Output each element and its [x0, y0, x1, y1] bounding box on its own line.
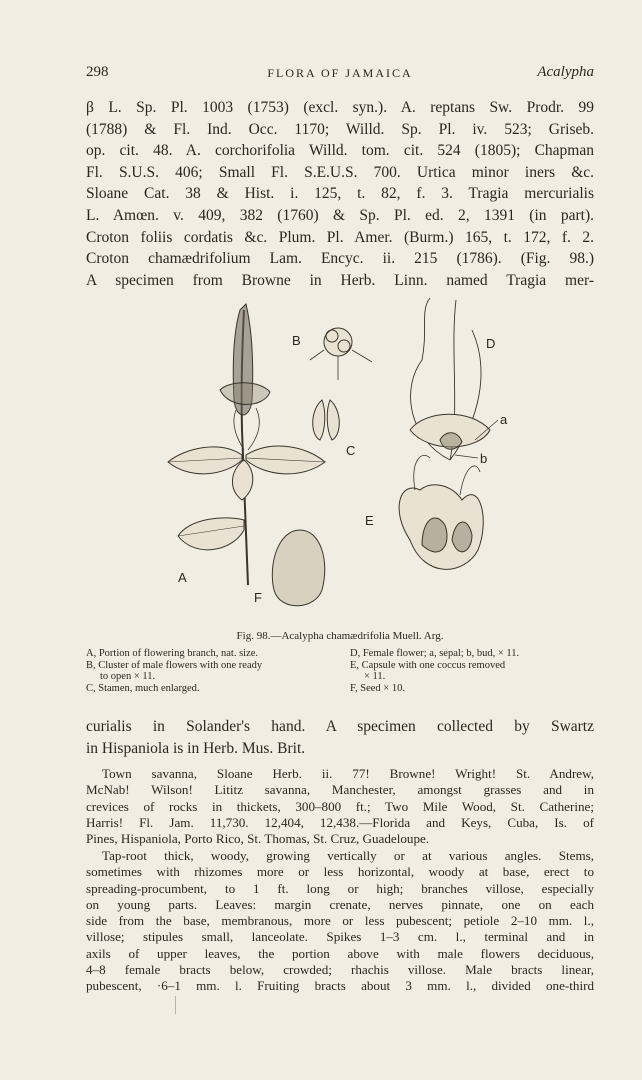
text-line: Tap-root thick, woody, growing vertically or at various angles. Stems, — [102, 848, 594, 863]
legend-line: C, Stamen, much enlarged. — [86, 682, 200, 694]
description-paragraph — [86, 848, 594, 995]
botanical-illustration — [160, 290, 600, 630]
capsule-drawing — [399, 455, 483, 569]
text-line: in Hispaniola is in Herb. Mus. Brit. — [86, 739, 306, 757]
text-line: Pines, Hispaniola, Porto Rico, St. Thomas, St. Cruz, Guadeloupe. — [86, 831, 430, 847]
page-header — [86, 64, 594, 84]
text-line: Croton chamædrifolium Lam. Encyc. ii. 215 (1786). (Fig. 98.) — [86, 250, 594, 268]
text-line: pubescent, ·6–1 mm. l. Fruiting bracts about 3 mm. l., divided one-third — [86, 978, 594, 994]
text-line: 4–8 female bracts below, crowded; rhachis villose. Male bracts linear, — [86, 962, 594, 978]
female-flower-drawing — [410, 298, 498, 460]
text-line: Croton foliis cordatis &c. Plum. Pl. Amer. (Burm.) 165, t. 172, f. 2. — [86, 228, 594, 246]
text-line: crevices of rocks in thickets, 300–800 ft.; Two Mile Wood, St. Catherine; — [86, 798, 594, 814]
label-c: C — [346, 443, 356, 458]
text-line: spreading-procumbent, to 1 ft. long or high; branches villose, especially — [86, 880, 594, 896]
seed-drawing — [272, 530, 324, 606]
legend-line: D, Female flower; a, sepal; b, bud, × 11. — [350, 648, 520, 659]
text-line: on young parts. Leaves: margin crenate, nerves pinnate, one on each — [86, 896, 594, 912]
legend-line: F, Seed × 10. — [350, 682, 405, 694]
label-d: D — [486, 336, 496, 351]
text-line: Sloane Cat. 38 & Hist. i. 125, t. 82, f. 3. Tragia mercurialis — [86, 185, 594, 203]
text-line: Fl. S.U.S. 406; Small Fl. S.E.U.S. 700. Urtica minor iners &c. — [86, 163, 594, 181]
legend-line: B, Cluster of male flowers with one ready — [86, 659, 263, 671]
label-f: F — [254, 590, 262, 605]
legend-line: to open × 11. — [100, 671, 156, 682]
text-line: McNab! Wilson! Lititz savanna, Manchester, amongst grasses and in — [86, 782, 594, 798]
text-line: Harris! Fl. Jam. 11,730. 12,404, 12,438.—Florida and Keys, Cuba, Is. of — [86, 814, 594, 830]
male-flowers-drawing — [310, 328, 372, 380]
text-line: curialis in Solander's hand. A specimen collected by Swartz — [86, 718, 594, 735]
legend-line: E, Capsule with one coccus removed — [350, 659, 506, 671]
label-e: E — [365, 513, 374, 528]
running-genus: Acalypha — [537, 64, 594, 80]
label-sub-a: a — [500, 412, 508, 427]
text-line: side from the base, membranous, more or less pubescent; petiole 2–10 mm. l., — [86, 913, 594, 929]
text-line: sometimes with rhizomes more or less horizontal, woody at base, erect to — [86, 864, 594, 880]
text-line: axils of upper leaves, the portion above with male flowers deciduous, — [86, 945, 594, 961]
continuation-paragraph — [86, 716, 594, 759]
legend-line: A, Portion of flowering branch, nat. size. — [86, 648, 259, 659]
label-a: A — [178, 570, 187, 585]
legend-line: × 11. — [364, 671, 386, 682]
localities-paragraph — [86, 766, 594, 847]
label-sub-b: b — [480, 451, 488, 466]
text-line: Town savanna, Sloane Herb. ii. 77! Browne! Wright! St. Andrew, — [102, 766, 594, 781]
text-line: L. Amœn. v. 409, 382 (1760) & Sp. Pl. ed. 2, 1391 (in part). — [86, 206, 594, 224]
running-title: FLORA OF JAMAICA — [267, 66, 413, 80]
text-line: A specimen from Browne in Herb. Linn. named Tragia mer- — [86, 271, 594, 289]
text-line: (1788) & Fl. Ind. Occ. 1170; Willd. Sp. Pl. iv. 523; Griseb. — [86, 120, 594, 138]
figure-caption-title: Fig. 98.—Acalypha chamædrifolia Muell. Arg. — [236, 630, 444, 642]
synonymy-paragraph — [86, 97, 594, 291]
text-line: β L. Sp. Pl. 1003 (1753) (excl. syn.). A. reptans Sw. Prodr. 99 — [86, 99, 594, 116]
page-number: 298 — [86, 64, 109, 80]
figure-legend-right — [350, 648, 594, 694]
figure-legend-left — [86, 648, 334, 694]
label-b: B — [292, 333, 301, 348]
stamen-drawing — [313, 400, 340, 440]
text-line: villose; stipules small, lanceolate. Spikes 1–3 cm. l., terminal and in — [86, 929, 594, 945]
text-line: op. cit. 48. A. corchorifolia Willd. tom. cit. 524 (1805); Chapman — [86, 142, 594, 160]
page-mark — [175, 996, 176, 1014]
